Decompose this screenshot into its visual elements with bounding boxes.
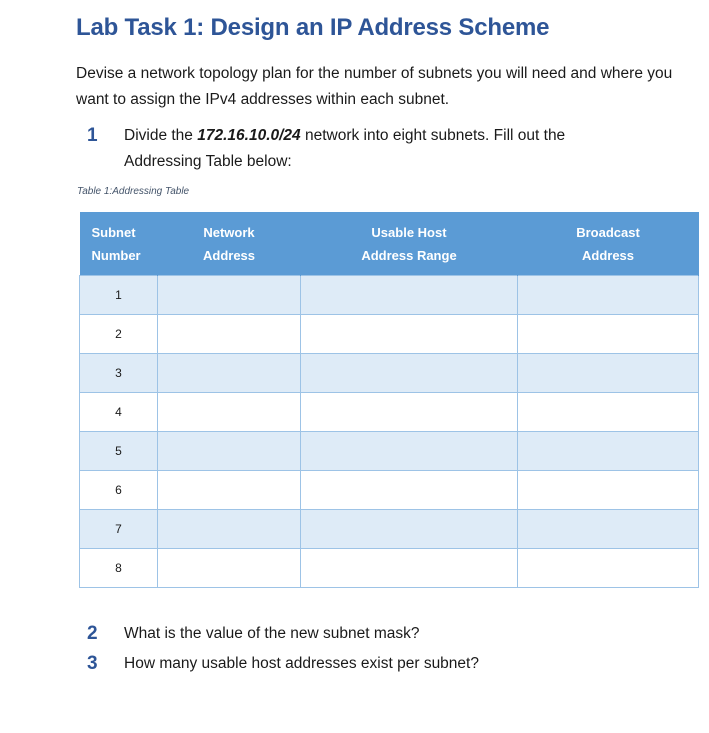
network-address-cell[interactable] [158,354,301,393]
table-caption: Table 1:Addressing Table [77,186,190,197]
question-text: What is the value of the new subnet mask? [124,625,420,642]
table-row [80,354,699,393]
question-number: 2 [87,623,98,644]
header-network-address: Network Address [158,212,301,276]
intro-paragraph: Devise a network topology plan for the number of subnets you will need and where you want to assign the IPv4 addresses within each subnet. [76,65,673,108]
subnet-number-cell: 5 [80,432,158,471]
network-address-cell[interactable] [158,315,301,354]
broadcast-address-cell[interactable] [518,276,699,315]
network-address-cell[interactable] [158,276,301,315]
question-3 [87,651,647,679]
question-number: 3 [87,653,98,674]
table-row [80,432,699,471]
page-title: Lab Task 1: Design an IP Address Scheme [76,14,550,41]
subnet-number-cell: 2 [80,315,158,354]
host-range-cell[interactable] [301,315,518,354]
question-text: How many usable host addresses exist per subnet? [124,655,479,672]
table-row [80,549,699,588]
question-2 [87,621,647,649]
host-range-cell[interactable] [301,549,518,588]
host-range-cell[interactable] [301,432,518,471]
addressing-table [79,212,699,588]
subnet-number-cell: 1 [80,276,158,315]
host-range-cell[interactable] [301,354,518,393]
table-row [80,510,699,549]
broadcast-address-cell[interactable] [518,393,699,432]
question-text: Divide the 172.16.10.0/24 network into eight subnets. Fill out the Addressing Table below: [124,127,566,170]
network-address-cell[interactable] [158,432,301,471]
table-row [80,315,699,354]
host-range-cell[interactable] [301,393,518,432]
table-row [80,471,699,510]
host-range-cell[interactable] [301,471,518,510]
host-range-cell[interactable] [301,510,518,549]
header-subnet-number: Subnet Number [80,212,158,276]
subnet-number-cell: 8 [80,549,158,588]
network-address-cell[interactable] [158,510,301,549]
host-range-cell[interactable] [301,276,518,315]
subnet-number-cell: 6 [80,471,158,510]
broadcast-address-cell[interactable] [518,549,699,588]
header-broadcast-address: Broadcast Address [518,212,699,276]
header-usable-host-range: Usable Host Address Range [301,212,518,276]
broadcast-address-cell[interactable] [518,315,699,354]
broadcast-address-cell[interactable] [518,510,699,549]
broadcast-address-cell[interactable] [518,471,699,510]
subnet-number-cell: 3 [80,354,158,393]
network-address: 172.16.10.0/24 [197,127,301,144]
question-1 [87,123,647,177]
network-address-cell[interactable] [158,393,301,432]
table-header-row [80,212,699,276]
subnet-number-cell: 7 [80,510,158,549]
network-address-cell[interactable] [158,549,301,588]
broadcast-address-cell[interactable] [518,354,699,393]
network-address-cell[interactable] [158,471,301,510]
question-number: 1 [87,125,98,146]
table-row [80,393,699,432]
table-row [80,276,699,315]
subnet-number-cell: 4 [80,393,158,432]
broadcast-address-cell[interactable] [518,432,699,471]
